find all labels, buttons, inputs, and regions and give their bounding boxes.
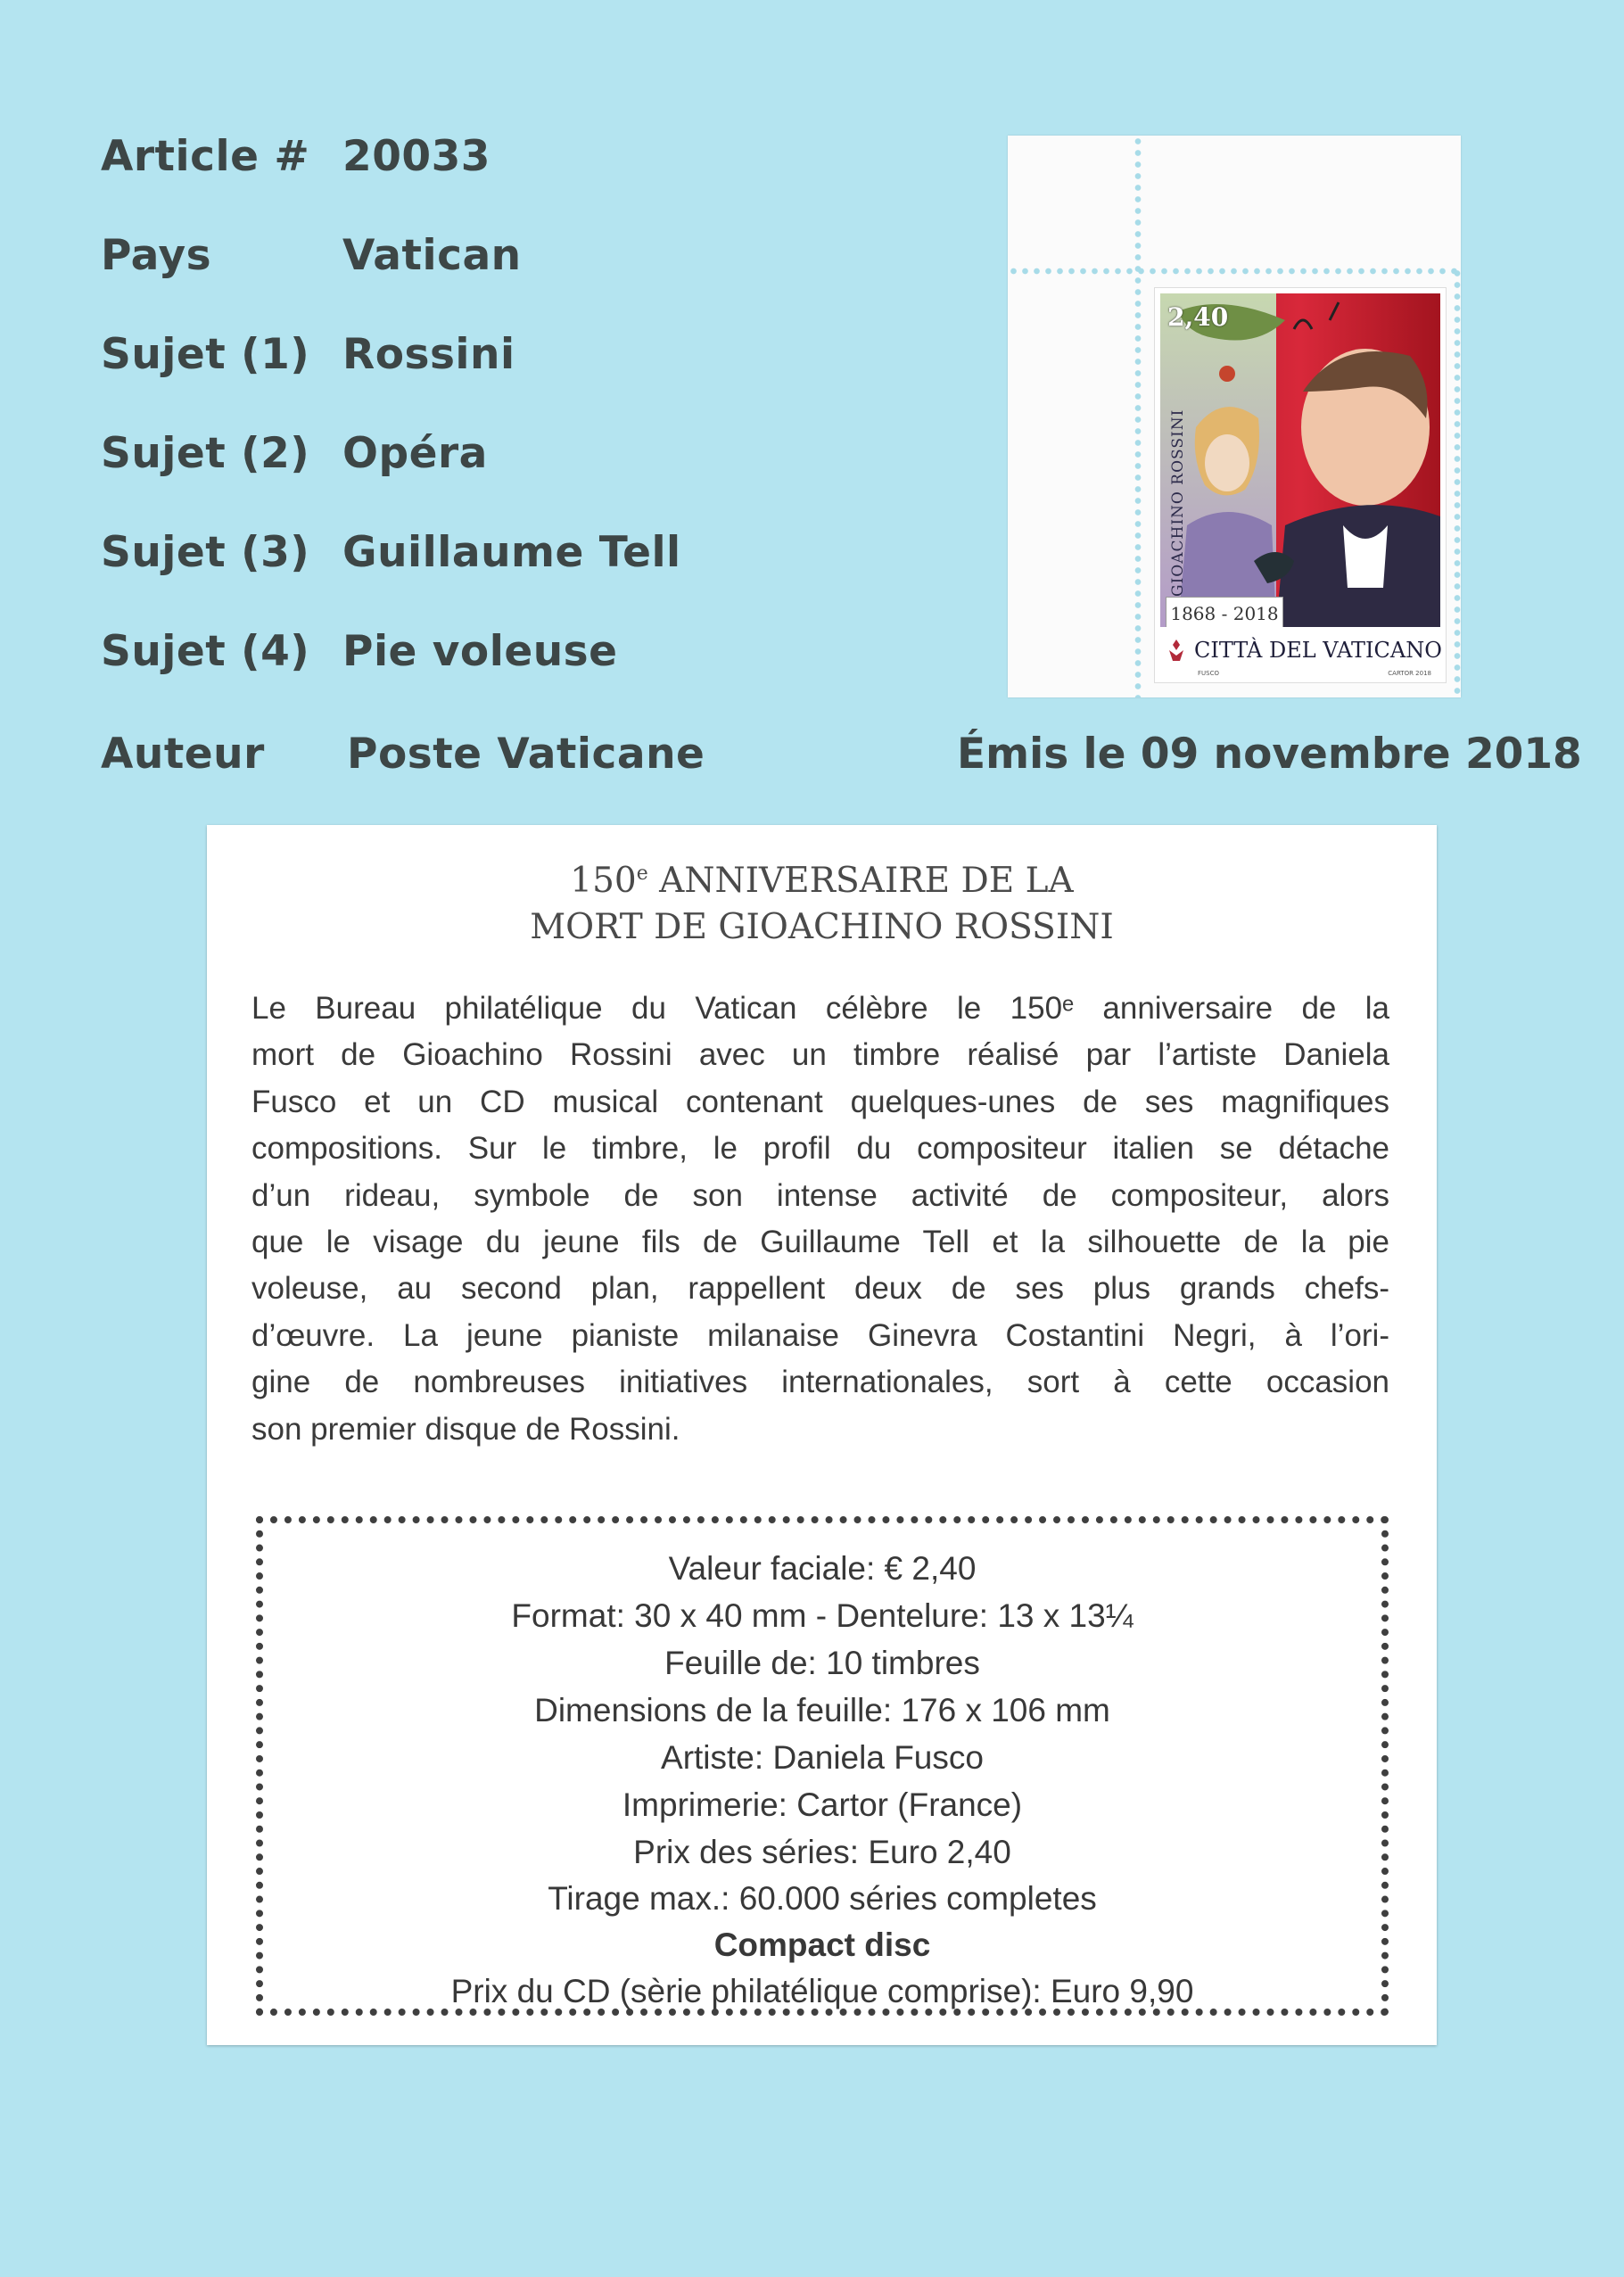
specs-box [256,1516,1389,2016]
info-value-sujet-4: Pie voleuse [342,627,618,676]
stamp-illustration [1160,293,1440,627]
spec-compact-disc: Compact disc [713,1926,931,1963]
stamp-vertical-name: GIOACHINO ROSSINI [1169,408,1187,597]
info-value-sujet-3: Guillaume Tell [342,528,681,577]
stamp-face-value: 2,40 [1167,302,1229,332]
info-label-sujet-1: Sujet (1) [101,330,310,379]
perforation-vertical [1134,136,1142,697]
info-value-sujet-1: Rossini [342,330,515,379]
stamp-sheet-corner [1008,136,1461,697]
info-value-auteur: Poste Vaticane [347,730,705,779]
stamp-credit-artist: FUSCO [1198,670,1219,677]
papal-emblem-icon [1166,638,1187,666]
paragraph-line: Le Bureau philatélique du Vatican célèbre le 150ᵉ anniversaire de la [251,991,1389,1026]
spec-artist: Artiste: Daniela Fusco [661,1739,984,1776]
info-value-pays: Vatican [342,231,522,280]
stamp-artwork [1160,293,1440,627]
emission-date: Émis le 09 novembre 2018 [957,730,1582,779]
spec-format: Format: 30 x 40 mm - Dentelure: 13 x 13¼ [511,1597,1134,1634]
paragraph-line: Fusco et un CD musical contenant quelques-unes de ses magnifiques [251,1084,1389,1119]
info-label-auteur: Auteur [101,730,265,779]
info-value-article: 20033 [342,132,491,181]
info-label-sujet-4: Sujet (4) [101,627,310,676]
paragraph-line: d’un rideau, symbole de son intense activité de compositeur, alors [251,1177,1389,1213]
leaflet-paragraph [251,986,1389,1453]
spec-series-price: Prix des séries: Euro 2,40 [633,1834,1011,1870]
stamp-country: CITTÀ DEL VATICANO [1194,638,1442,663]
perforation-right [1454,268,1461,697]
spec-face-value: Valeur faciale: € 2,40 [668,1550,977,1587]
info-label-pays: Pays [101,231,212,280]
rossini-stamp [1154,287,1447,683]
spec-print-run: Tirage max.: 60.000 séries completes [548,1880,1097,1917]
info-label-article: Article # [101,132,310,181]
paragraph-line: que le visage du jeune fils de Guillaume Tell et la silhouette de la pie [251,1225,1389,1260]
info-leaflet [207,825,1437,2045]
paragraph-line: compositions. Sur le timbre, le profil du compositeur italien se détache [251,1131,1389,1167]
title-text: ANNIVERSAIRE DE LA [647,861,1074,901]
paragraph-line: voleuse, au second plan, rappellent deux de ses plus grands chefs- [251,1271,1389,1307]
info-value-sujet-2: Opéra [342,429,488,478]
info-label-sujet-2: Sujet (2) [101,429,310,478]
title-superscript: e [636,862,648,885]
stamp-credit-printer: CARTOR 2018 [1388,670,1431,677]
leaflet-title-line-2: MORT DE GIOACHINO ROSSINI [530,907,1114,947]
perforation-horizontal [1008,268,1461,275]
paragraph-line: mort de Gioachino Rossini avec un timbre réalisé par l’artiste Daniela [251,1037,1389,1073]
stamp-years: 1868 - 2018 [1166,597,1283,627]
spec-sheet: Feuille de: 10 timbres [664,1645,980,1681]
title-number: 150 [570,861,637,901]
leaflet-title-line-1 [207,861,1437,901]
info-label-sujet-3: Sujet (3) [101,528,310,577]
paragraph-line: gine de nombreuses initiatives internationales, sort à cette occasion [251,1365,1389,1400]
paragraph-line: d’œuvre. La jeune pianiste milanaise Ginevra Costantini Negri, à l’ori- [251,1317,1389,1353]
spec-sheet-dimensions: Dimensions de la feuille: 176 x 106 mm [534,1692,1110,1728]
spec-cd-price: Prix du CD (sèrie philatélique comprise): Euro 9,90 [450,1973,1194,2009]
spec-printer: Imprimerie: Cartor (France) [622,1786,1023,1823]
paragraph-line: son premier disque de Rossini. [251,1411,680,1447]
